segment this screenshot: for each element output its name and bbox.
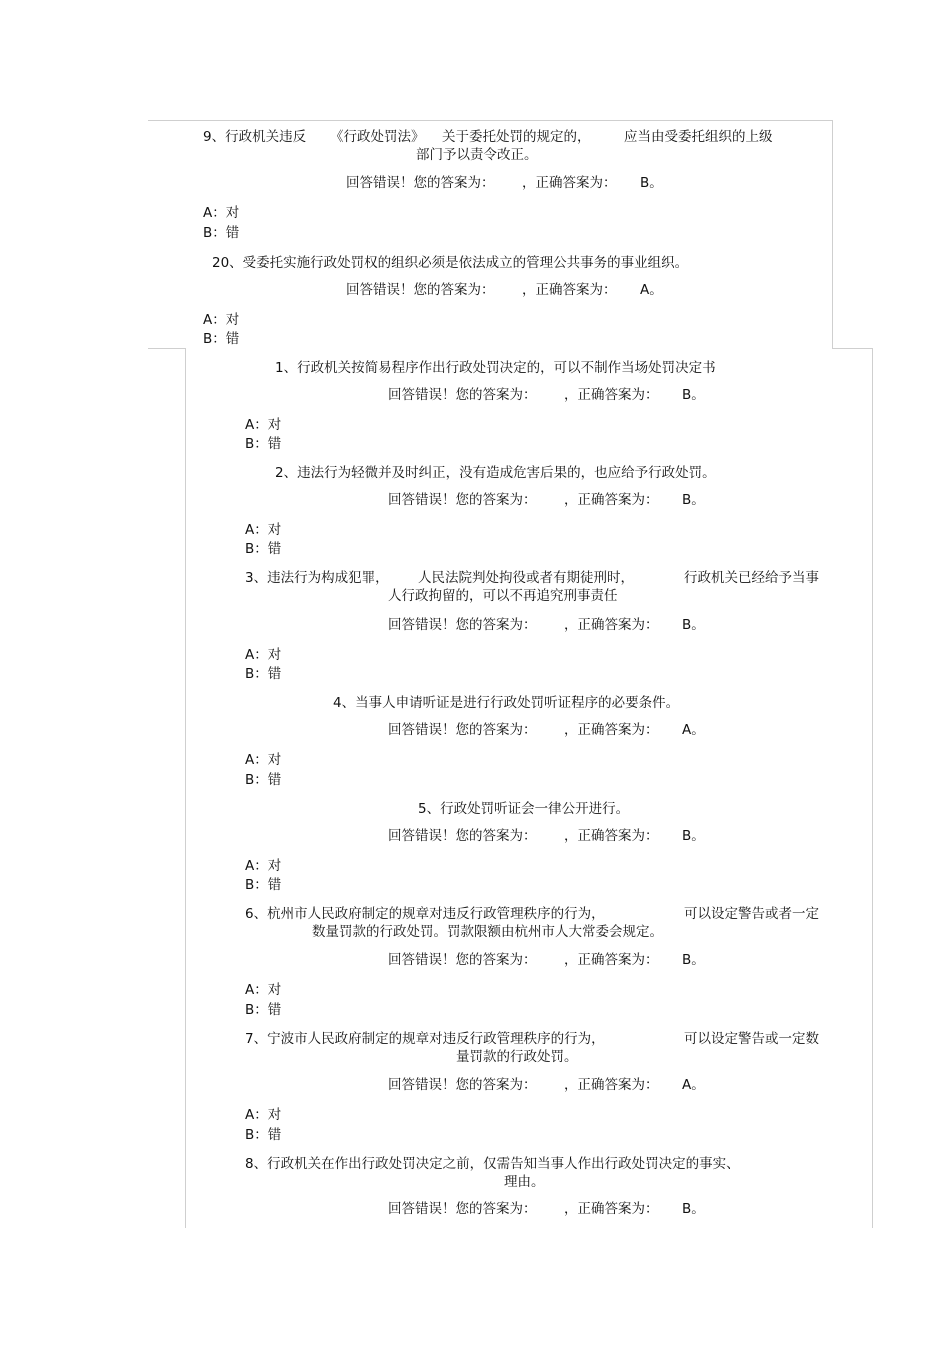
result-prefix: 回答错误！您的答案为： <box>388 1077 537 1093</box>
result-prefix: 回答错误！您的答案为： <box>388 617 537 633</box>
result-mid: ，正确答案为： <box>564 1077 659 1093</box>
correct-answer: B。 <box>682 828 705 844</box>
result-mid: ，正确答案为： <box>564 828 659 844</box>
result-prefix: 回答错误！您的答案为： <box>388 1201 537 1217</box>
result-prefix: 回答错误！您的答案为： <box>346 175 495 191</box>
option-a[interactable]: A：对 <box>245 417 282 433</box>
question-text: 6、杭州市人民政府制定的规章对违反行政管理秩序的行为， <box>245 906 605 922</box>
question-text: 应当由受委托组织的上级 <box>624 129 773 145</box>
correct-answer: A。 <box>682 1077 705 1093</box>
option-b[interactable]: B：错 <box>203 331 240 347</box>
result-mid: ，正确答案为： <box>564 722 659 738</box>
result-mid: ，正确答案为： <box>564 617 659 633</box>
correct-answer: B。 <box>682 387 705 403</box>
option-b[interactable]: B：错 <box>245 436 282 452</box>
question-text: 部门予以责令改正。 <box>416 147 538 163</box>
question-text: 理由。 <box>504 1174 545 1190</box>
result-mid: ，正确答案为： <box>564 1201 659 1217</box>
frame-mid-right-border <box>833 348 873 350</box>
question-text: 人行政拘留的，可以不再追究刑事责任 <box>388 588 618 604</box>
option-a[interactable]: A：对 <box>245 858 282 874</box>
option-b[interactable]: B：错 <box>245 541 282 557</box>
result-mid: ，正确答案为： <box>564 952 659 968</box>
correct-answer: B。 <box>682 492 705 508</box>
frame-mid-left-border <box>148 348 186 350</box>
result-prefix: 回答错误！您的答案为： <box>388 387 537 403</box>
question-text: 数量罚款的行政处罚。罚款限额由杭州市人大常委会规定。 <box>312 924 663 940</box>
correct-answer: A。 <box>682 722 705 738</box>
option-b[interactable]: B：错 <box>245 1002 282 1018</box>
question-text: 7、宁波市人民政府制定的规章对违反行政管理秩序的行为， <box>245 1031 605 1047</box>
result-mid: ，正确答案为： <box>522 282 617 298</box>
correct-answer: B。 <box>682 1201 705 1217</box>
frame-right-border-upper <box>832 120 834 349</box>
option-a[interactable]: A：对 <box>245 522 282 538</box>
result-mid: ，正确答案为： <box>522 175 617 191</box>
question-text: 8、行政机关在作出行政处罚决定之前，仅需告知当事人作出行政处罚决定的事实、 <box>245 1156 740 1172</box>
frame-left-border-lower <box>185 348 187 1228</box>
option-b[interactable]: B：错 <box>245 666 282 682</box>
question-text: 可以设定警告或者一定 <box>684 906 819 922</box>
question-text: 量罚款的行政处罚。 <box>456 1049 578 1065</box>
question-text: 20、受委托实施行政处罚权的组织必须是依法成立的管理公共事务的事业组织。 <box>212 255 689 271</box>
option-b[interactable]: B：错 <box>203 225 240 241</box>
result-prefix: 回答错误！您的答案为： <box>346 282 495 298</box>
question-text: 5、行政处罚听证会一律公开进行。 <box>418 801 630 817</box>
correct-answer: B。 <box>682 617 705 633</box>
frame-right-border-lower <box>872 348 874 1228</box>
question-text: 9、行政机关违反 <box>203 129 307 145</box>
option-a[interactable]: A：对 <box>245 647 282 663</box>
result-mid: ，正确答案为： <box>564 387 659 403</box>
option-a[interactable]: A：对 <box>245 982 282 998</box>
option-a[interactable]: A：对 <box>245 1107 282 1123</box>
correct-answer: B。 <box>640 175 663 191</box>
option-a[interactable]: A：对 <box>203 312 240 328</box>
question-text: 行政机关已经给予当事 <box>684 570 819 586</box>
option-b[interactable]: B：错 <box>245 877 282 893</box>
option-a[interactable]: A：对 <box>245 752 282 768</box>
question-text: 人民法院判处拘役或者有期徒刑时， <box>418 570 634 586</box>
result-prefix: 回答错误！您的答案为： <box>388 952 537 968</box>
result-prefix: 回答错误！您的答案为： <box>388 828 537 844</box>
option-b[interactable]: B：错 <box>245 772 282 788</box>
question-text: 3、违法行为构成犯罪， <box>245 570 389 586</box>
question-text: 《行政处罚法》 <box>330 129 425 145</box>
result-mid: ，正确答案为： <box>564 492 659 508</box>
correct-answer: B。 <box>682 952 705 968</box>
option-a[interactable]: A：对 <box>203 205 240 221</box>
result-prefix: 回答错误！您的答案为： <box>388 722 537 738</box>
option-b[interactable]: B：错 <box>245 1127 282 1143</box>
question-text: 2、违法行为轻微并及时纠正，没有造成危害后果的，也应给予行政处罚。 <box>275 465 716 481</box>
question-text: 1、行政机关按简易程序作出行政处罚决定的，可以不制作当场处罚决定书 <box>275 360 716 376</box>
question-text: 可以设定警告或一定数 <box>684 1031 819 1047</box>
correct-answer: A。 <box>640 282 663 298</box>
question-text: 关于委托处罚的规定的， <box>442 129 591 145</box>
result-prefix: 回答错误！您的答案为： <box>388 492 537 508</box>
frame-top-border <box>148 120 833 122</box>
question-text: 4、当事人申请听证是进行行政处罚听证程序的必要条件。 <box>333 695 680 711</box>
